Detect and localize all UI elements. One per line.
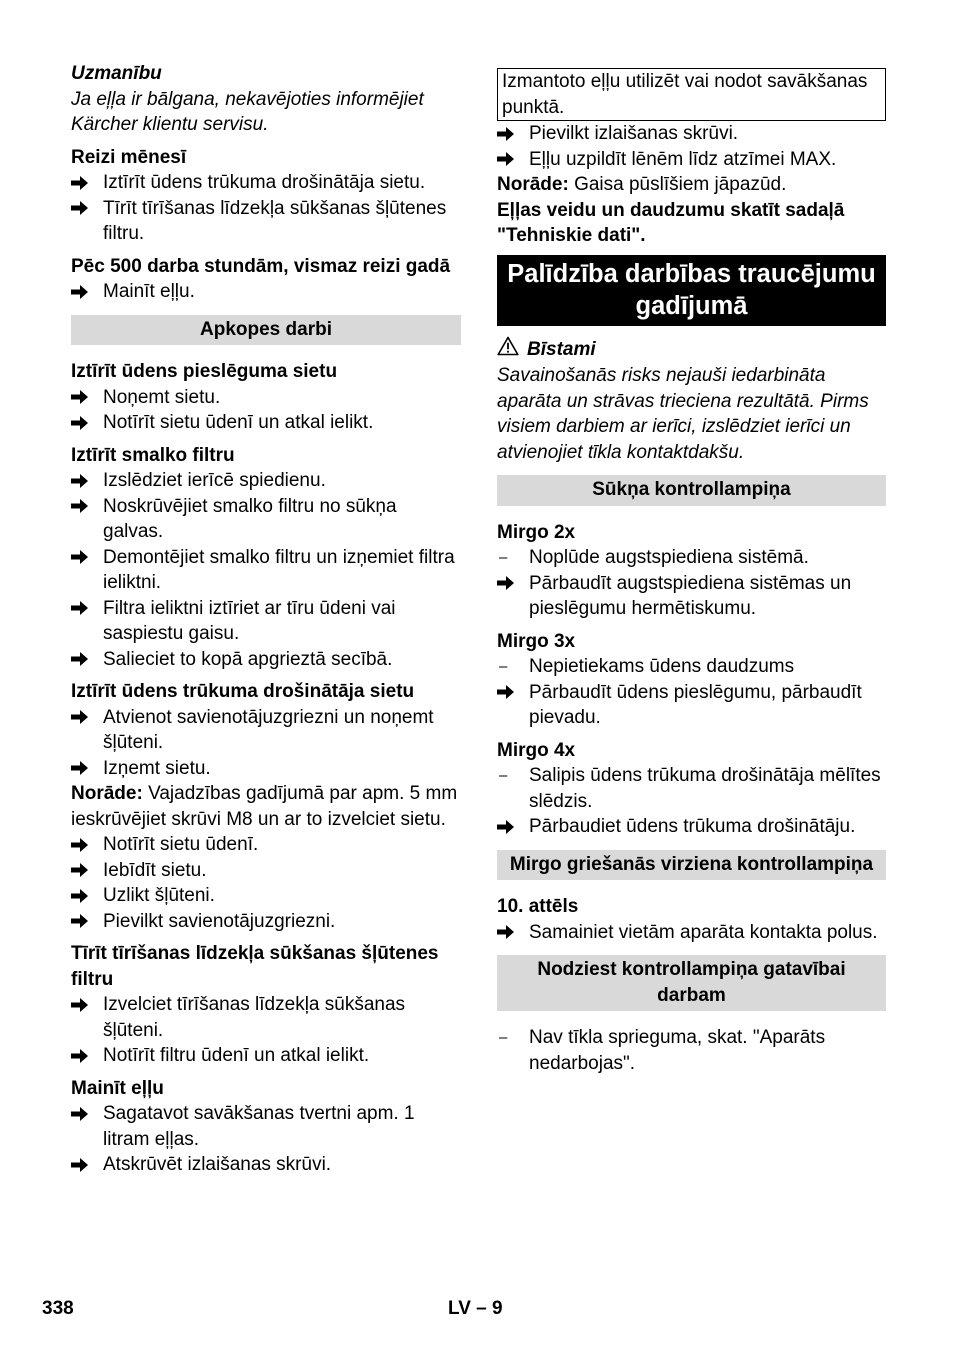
list-item: Noņemt sietu. (71, 385, 461, 411)
arrow-right-icon (71, 385, 93, 410)
cause-item: – Noplūde augstspiediena sistēmā. (497, 545, 886, 571)
dash-bullet: – (499, 1029, 508, 1046)
arrow-right-icon (71, 494, 93, 519)
list-item: Iztīrīt ūdens trūkuma drošinātāja sietu. (71, 170, 461, 196)
arrow-right-icon (497, 680, 519, 705)
arrow-right-icon (71, 596, 93, 621)
note-text: Vajadzības gadījumā par apm. 5 mm ieskrūvējiet skrūvi M8 un ar to izvelciet sietu. (71, 783, 458, 830)
arrow-right-icon (497, 920, 519, 945)
list-item: Samainiet vietām aparāta kontakta polus. (497, 920, 886, 946)
dash-bullet: – (499, 658, 508, 675)
note-label: Norāde: (497, 174, 569, 195)
arrow-right-icon (71, 196, 93, 221)
troubleshooting-heading: Palīdzība darbības traucējumu gadījumā (497, 255, 886, 326)
list-item: Uzlikt šļūteni. (71, 883, 461, 909)
arrow-right-icon (71, 410, 93, 435)
list-item: Noskrūvējiet smalko filtru no sūkņa galvas. (71, 494, 461, 545)
rotation-lamp-heading: Mirgo griešanās virziena kontrollampiņa (497, 850, 886, 881)
note (497, 172, 886, 198)
dash-bullet: – (499, 549, 508, 566)
list-item: Notīrīt filtru ūdenī un atkal ielikt. (71, 1043, 461, 1069)
arrow-right-icon (497, 814, 519, 839)
arrow-right-icon (71, 545, 93, 570)
arrow-right-icon (71, 1043, 93, 1068)
arrow-right-icon (71, 279, 93, 304)
list-item: Izvelciet tīrīšanas līdzekļa sūkšanas šļūteni. (71, 992, 461, 1043)
shortage-heading: Iztīrīt ūdens trūkuma drošinātāja sietu (71, 681, 415, 702)
arrow-right-icon (71, 170, 93, 195)
arrow-right-icon (71, 909, 93, 934)
list-item: Pārbaudīt augstspiediena sistēmas un pieslēgumu hermētiskumu. (497, 571, 886, 622)
caution-title: Uzmanību (71, 63, 162, 84)
arrow-right-icon (497, 147, 519, 172)
monthly-heading: Reizi mēnesī (71, 146, 187, 168)
oil-heading: Mainīt eļļu (71, 1077, 164, 1099)
note-label: Norāde: (71, 783, 143, 804)
cause-item: – Salipis ūdens trūkuma drošinātāja mēlītes slēdzis. (499, 765, 881, 812)
arrow-right-icon (71, 992, 93, 1017)
mirgo4-heading: Mirgo 4x (497, 739, 576, 761)
arrow-right-icon (497, 121, 519, 146)
list-item: Salieciet to kopā apgrieztā secībā. (71, 647, 461, 673)
page-number: 338 (42, 1298, 74, 1319)
pump-lamp-heading: Sūkņa kontrollampiņa (497, 475, 886, 506)
list-item: Atskrūvēt izlaišanas skrūvi. (71, 1152, 461, 1178)
danger-title: Bīstami (527, 338, 596, 360)
list-item: Izslēdziet ierīcē spiedienu. (71, 468, 461, 494)
inlet-heading: Iztīrīt ūdens pieslēguma sietu (71, 361, 338, 382)
list-item: Iebīdīt sietu. (71, 858, 461, 884)
note (71, 781, 461, 832)
oil-reference: Eļļas veidu un daudzumu skatīt sadaļā "Tehniskie dati". (497, 199, 845, 246)
arrow-right-icon (497, 571, 519, 596)
caution-text: Ja eļļa ir bālgana, nekavējoties informējiet Kärcher klientu servisu. (71, 88, 424, 135)
fine-filter-heading: Iztīrīt smalko filtru (71, 444, 235, 466)
figure-heading: 10. attēls (497, 896, 579, 917)
mirgo2-heading: Mirgo 2x (497, 521, 576, 543)
boxed-note: Izmantoto eļļu utilizēt vai nodot savākšanas punktā. (497, 68, 886, 121)
arrow-right-icon (71, 832, 93, 857)
list-item: Notīrīt sietu ūdenī un atkal ielikt. (71, 410, 461, 436)
danger-title-row (497, 336, 886, 364)
note-text: Gaisa pūslīšiem jāpazūd. (568, 174, 787, 195)
mirgo3-heading: Mirgo 3x (497, 630, 576, 652)
dash-bullet: – (499, 767, 508, 784)
detergent-heading: Tīrīt tīrīšanas līdzekļa sūkšanas šļūtenes filtru (71, 943, 439, 990)
list-item: Pievilkt savienotājuzgriezni. (71, 909, 461, 935)
list-item: Pārbaudīt ūdens pieslēgumu, pārbaudīt pievadu. (497, 680, 886, 731)
cause-item: – Nav tīkla sprieguma, skat. "Aparāts nedarbojas". (499, 1027, 826, 1074)
list-item: Notīrīt sietu ūdenī. (71, 832, 461, 858)
list-item: Pievilkt izlaišanas skrūvi. (497, 121, 886, 147)
list-item: Tīrīt tīrīšanas līdzekļa sūkšanas šļūtenes filtru. (71, 196, 461, 247)
danger-text: Savainošanās risks nejauši iedarbināta aparāta un strāvas trieciena rezultātā. Pirms visiem darbiem ar ierīci, izslēdziet ierīci un atvienojiet tīkla kontaktdakšu. (497, 365, 869, 463)
ready-lamp-heading: Nodziest kontrollampiņa gatavībai darbam (497, 955, 886, 1011)
right-column (497, 61, 886, 1076)
arrow-right-icon (71, 468, 93, 493)
section-label: LV – 9 (448, 1298, 503, 1319)
list-item: Demontējiet smalko filtru un izņemiet filtra ieliktni. (71, 545, 461, 596)
h500-heading: Pēc 500 darba stundām, vismaz reizi gadā (71, 255, 451, 277)
list-item: Eļļu uzpildīt lēnēm līdz atzīmei MAX. (497, 147, 886, 173)
arrow-right-icon (71, 1152, 93, 1177)
list-item: Filtra ieliktni iztīriet ar tīru ūdeni vai saspiestu gaisu. (71, 596, 461, 647)
arrow-right-icon (71, 756, 93, 781)
list-item: Izņemt sietu. (71, 756, 461, 782)
arrow-right-icon (71, 1101, 93, 1126)
arrow-right-icon (71, 647, 93, 672)
list-item: Sagatavot savākšanas tvertni apm. 1 litram eļļas. (71, 1101, 461, 1152)
left-column (71, 61, 461, 1178)
list-item: Pārbaudiet ūdens trūkuma drošinātāju. (497, 814, 886, 840)
cause-item: – Nepietiekams ūdens daudzums (497, 654, 886, 680)
arrow-right-icon (71, 883, 93, 908)
arrow-right-icon (71, 705, 93, 730)
warning-triangle-icon (497, 336, 519, 364)
list-item: Mainīt eļļu. (71, 279, 461, 305)
arrow-right-icon (71, 858, 93, 883)
list-item: Atvienot savienotājuzgriezni un noņemt šļūteni. (71, 705, 461, 756)
maintenance-section-heading: Apkopes darbi (71, 315, 461, 346)
